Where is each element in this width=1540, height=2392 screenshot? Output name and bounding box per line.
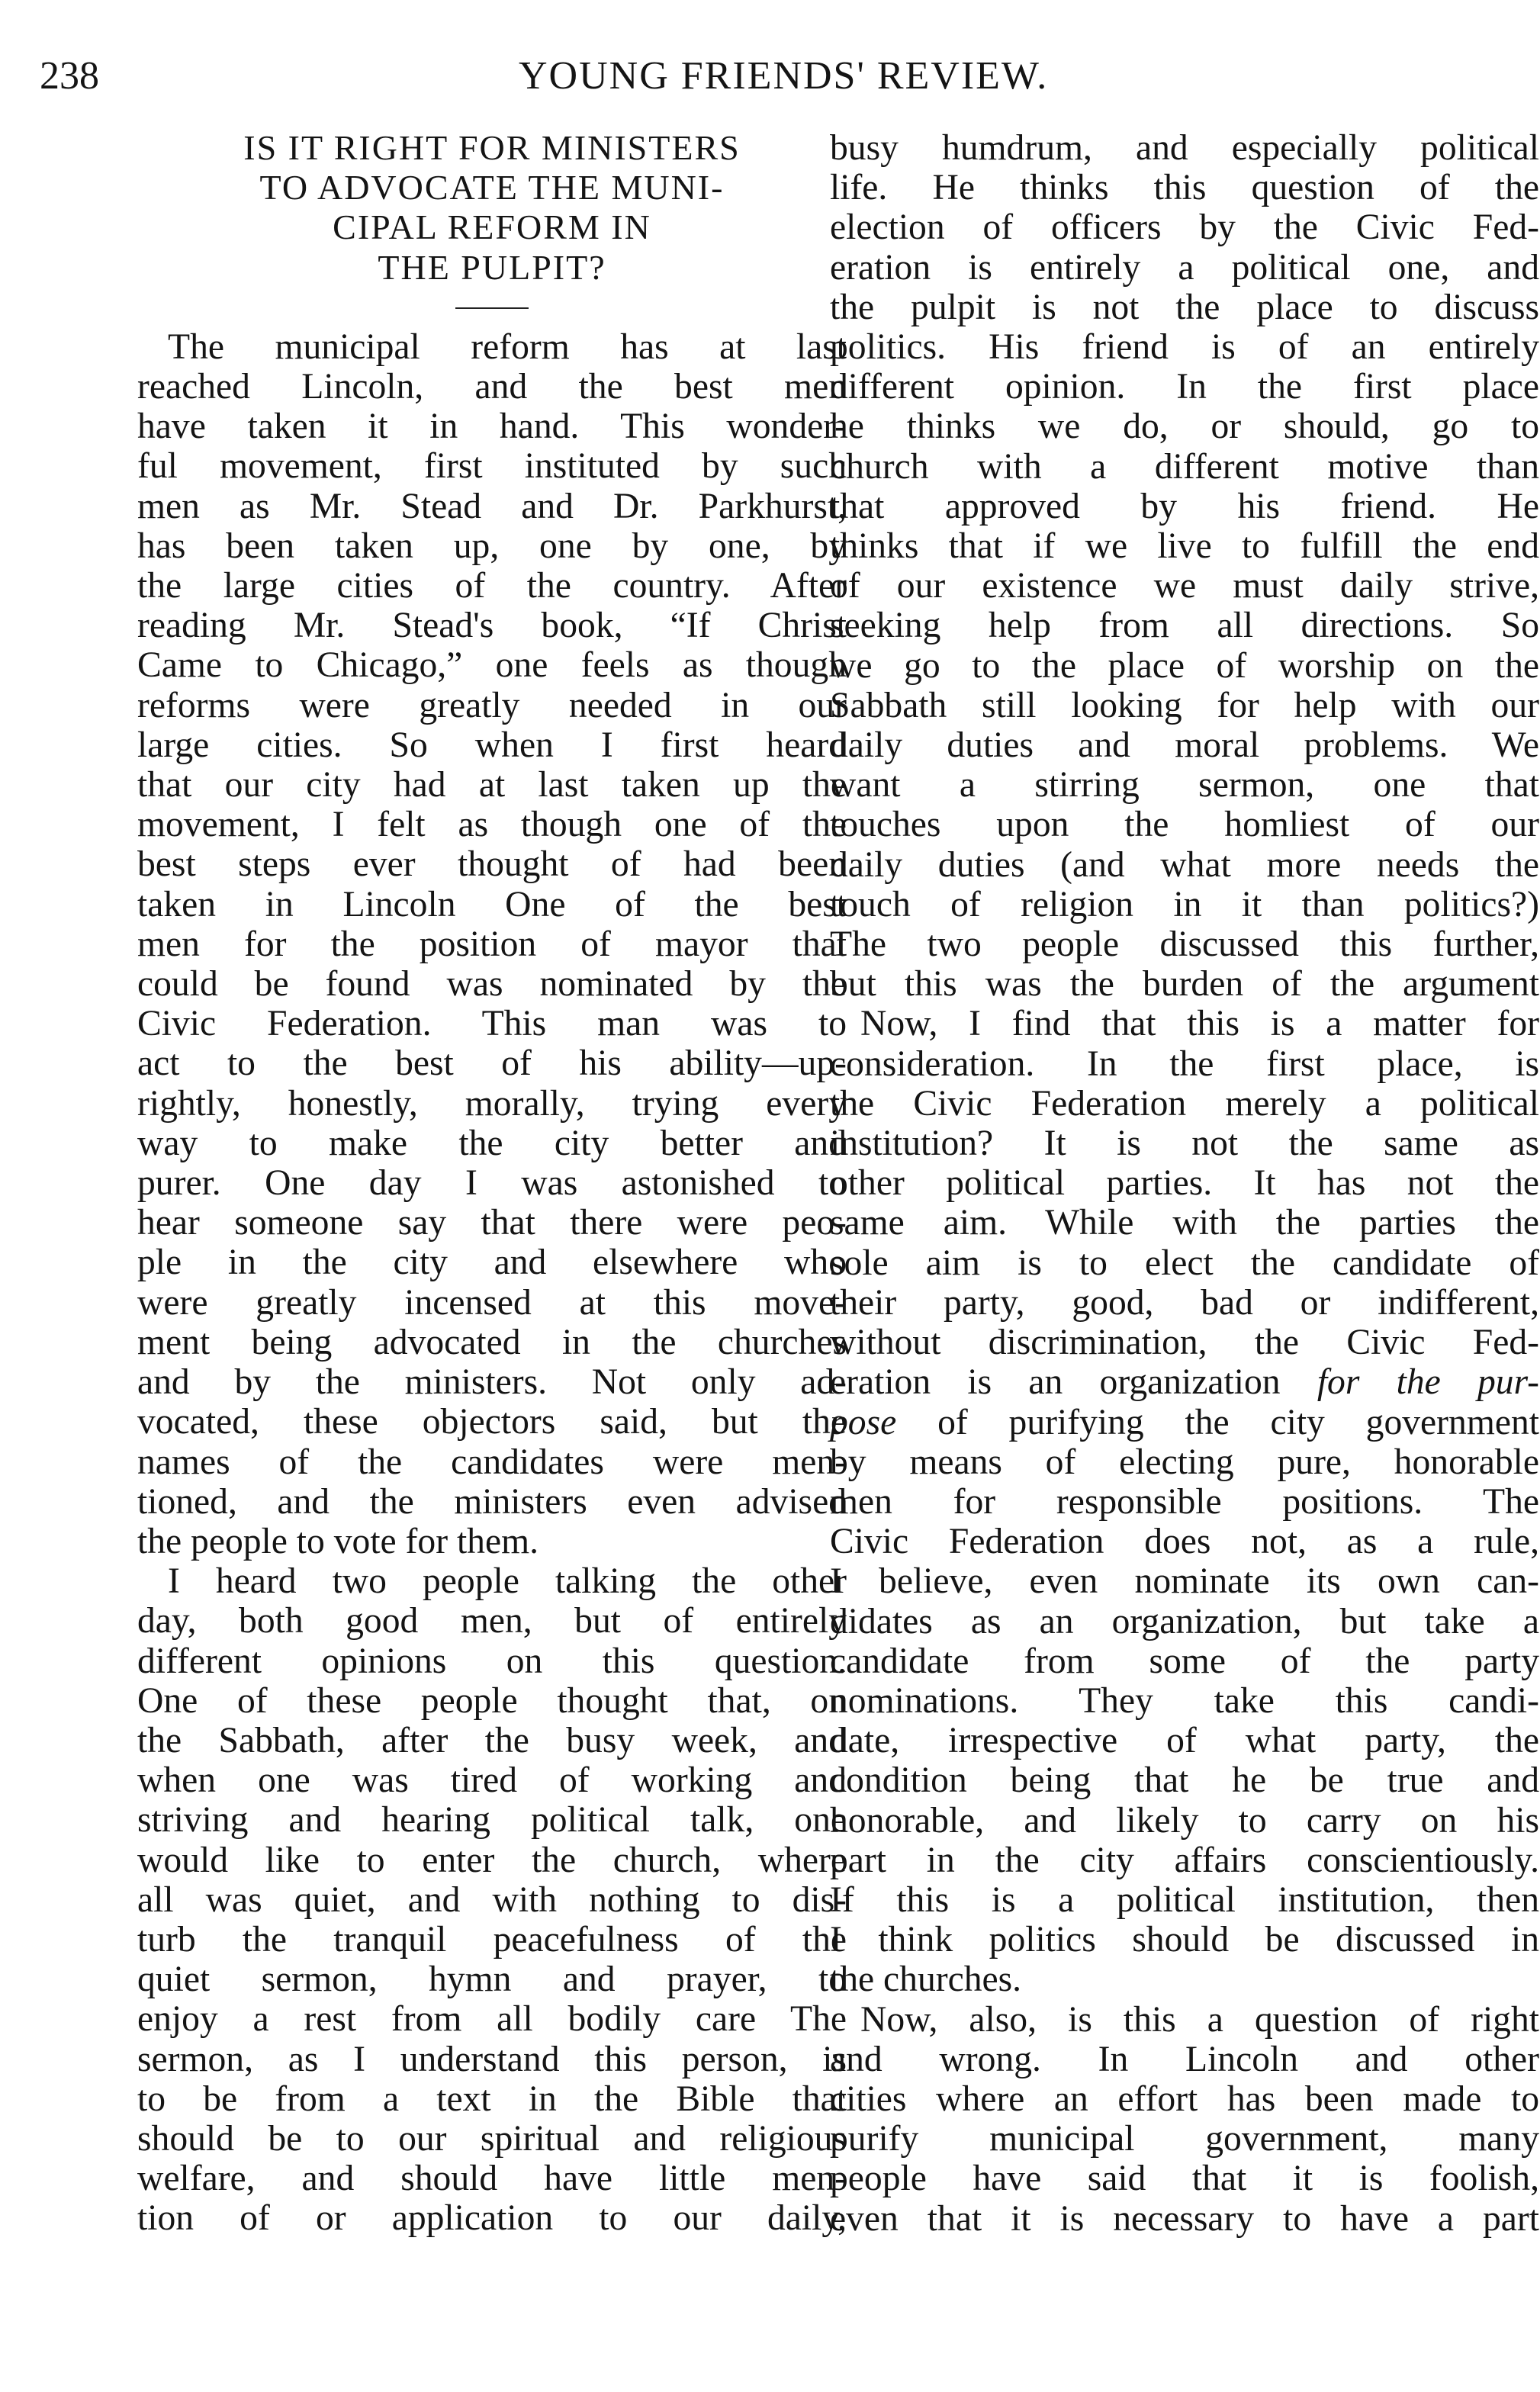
text-line: The municipal reform has at last [168, 326, 847, 367]
text-line: way to make the city better and [137, 1123, 847, 1163]
text-line: didates as an organization, but take a [830, 1601, 1539, 1641]
page-number: 238 [40, 54, 99, 98]
text-line: want a stirring sermon, one that [830, 765, 1539, 805]
text-line: and by the ministers. Not only ad- [137, 1362, 847, 1403]
text-line: the people to vote for them. [137, 1521, 539, 1561]
text-line: best steps ever thought of had been [137, 844, 847, 885]
text-line: Now, also, is this a question of right [860, 1999, 1539, 2040]
text-line: nominations. They take this candi- [830, 1680, 1539, 1721]
text-line: we go to the place of worship on the [830, 645, 1539, 686]
text-line: consideration. In the first place, is [830, 1043, 1539, 1084]
text-line: the Civic Federation merely a political [830, 1083, 1539, 1124]
text-line: reading Mr. Stead's book, “If Christ [137, 606, 847, 646]
text-line: names of the candidates were men- [137, 1442, 847, 1482]
text-line: I think politics should be discussed in [830, 1920, 1539, 1960]
text-line: enjoy a rest from all bodily care The [137, 1999, 847, 2040]
text-line: hear someone say that there were peo- [137, 1203, 847, 1243]
text-line: quiet sermon, hymn and prayer, to [137, 1960, 847, 2000]
text-line: part in the city affairs conscientiously. [830, 1840, 1539, 1880]
text-line: sermon, as I understand this person, is [137, 2039, 847, 2079]
running-title: YOUNG FRIENDS' REVIEW. [519, 54, 1049, 98]
paragraph-1 [137, 327, 847, 1561]
text-line: to be from a text in the Bible that [137, 2079, 847, 2119]
text-line: election of officers by the Civic Fed- [830, 207, 1539, 248]
text-line: when one was tired of working and [137, 1760, 847, 1801]
text-line: Came to Chicago,” one feels as though [137, 645, 847, 686]
text-line: tioned, and the ministers even advised [137, 1481, 847, 1522]
text-line: should be to our spiritual and religious [137, 2118, 847, 2159]
paragraph-4 [830, 2000, 1539, 2239]
text-line: of our existence we must daily strive, [830, 566, 1539, 606]
text-line: without discrimination, the Civic Fed- [830, 1323, 1539, 1363]
text-line: he thinks we do, or should, go to [830, 407, 1539, 447]
text-line: the Sabbath, after the busy week, and [137, 1720, 847, 1760]
text-line: taken in Lincoln One of the best [137, 884, 847, 924]
text-line: by means of electing pure, honorable [830, 1442, 1539, 1482]
text-line: rightly, honestly, morally, trying every [137, 1083, 847, 1124]
text-line: but this was the burden of the argument [830, 964, 1539, 1005]
text-line: ment being advocated in the churches [137, 1322, 847, 1362]
text-line: men as Mr. Stead and Dr. Parkhurst, [137, 486, 847, 526]
text-line: I believe, even nominate its own can- [830, 1561, 1539, 1602]
text-line: have taken it in hand. This wonder- [137, 407, 847, 447]
text-line: men for responsible positions. The [830, 1481, 1539, 1522]
text-line: If this is a political institution, then [830, 1879, 1539, 1920]
text-line: candidate from some of the party [830, 1641, 1539, 1681]
text-line: the pulpit is not the place to discuss [830, 287, 1539, 327]
text-line: people have said that it is foolish, [830, 2159, 1539, 2199]
text-line: eration is entirely a political one, and [830, 247, 1539, 288]
text-line: thinks that if we live to fulfill the end [830, 526, 1539, 567]
text-line: Now, I find that this is a matter for [860, 1004, 1539, 1044]
left-column [137, 128, 847, 2239]
text-line: striving and hearing political talk, one [137, 1800, 847, 1841]
text-line: movement, I felt as though one of the [137, 805, 847, 845]
text-line-with-italic [830, 1403, 1539, 1442]
text-line: date, irrespective of what party, the [830, 1721, 1539, 1761]
text-line: the churches. [830, 1960, 1022, 2000]
title-divider [455, 307, 529, 309]
text-line: their party, good, bad or indifferent, [830, 1282, 1539, 1323]
text-line: One of these people thought that, on [137, 1680, 847, 1721]
text-line: seeking help from all directions. So [830, 606, 1539, 646]
text-line: same aim. While with the parties the [830, 1203, 1539, 1243]
text-line: other political parties. It has not the [830, 1163, 1539, 1204]
text-line: different opinion. In the first place [830, 367, 1539, 407]
text-line: honorable, and likely to carry on his [830, 1800, 1539, 1841]
text-line: daily duties and moral problems. We [830, 725, 1539, 766]
text-line: reforms were greatly needed in our [137, 685, 847, 725]
paragraph-2 [137, 1561, 847, 2238]
text-line: Civic Federation. This man was to [137, 1004, 847, 1044]
text-line: different opinions on this question. [137, 1641, 847, 1681]
text-line: cities where an effort has been made to [830, 2079, 1539, 2119]
text-line: condition being that he be true and [830, 1760, 1539, 1801]
text-line: purify municipal government, many [830, 2119, 1539, 2159]
text-line: has been taken up, one by one, by [137, 526, 847, 566]
text-line: Civic Federation does not, as a rule, [830, 1522, 1539, 1562]
text-line: large cities. So when I first heard [137, 725, 847, 765]
text-line: institution? It is not the same as [830, 1124, 1539, 1164]
text-line: The two people discussed this further, [830, 924, 1539, 965]
text-line: purer. One day I was astonished to [137, 1163, 847, 1204]
text-line: and wrong. In Lincoln and other [830, 2039, 1539, 2079]
text-line: the large cities of the country. After [137, 566, 847, 606]
italic-phrase: pose [830, 1402, 897, 1442]
text-line: reached Lincoln, and the best men [137, 367, 847, 407]
text-line-with-italic [830, 1362, 1539, 1402]
paragraph-3 [830, 1004, 1539, 1999]
text-line: life. He thinks this question of the [830, 168, 1539, 208]
text-line: that approved by his friend. He [830, 486, 1539, 526]
text-line: were greatly incensed at this move- [137, 1282, 847, 1323]
article-title [137, 128, 847, 288]
text-line: touch of religion in it than politics?) [830, 884, 1539, 924]
text-fragment: eration is an organization [830, 1362, 1317, 1403]
text-line: ful movement, first instituted by such [137, 446, 847, 487]
text-line: Sabbath still looking for help with our [830, 685, 1539, 725]
title-line: CIPAL REFORM IN [333, 207, 651, 247]
paragraph-2-continued [830, 128, 1539, 1004]
text-line: act to the best of his ability—up- [137, 1043, 847, 1084]
text-line: church with a different motive than [830, 446, 1539, 487]
title-line: THE PULPIT? [378, 247, 606, 287]
text-line: I heard two people talking the other [168, 1561, 847, 1602]
title-line: IS IT RIGHT FOR MINISTERS [243, 128, 741, 167]
text-line: all was quiet, and with nothing to dis- [137, 1879, 847, 1920]
right-column [830, 128, 1539, 2239]
text-line: busy humdrum, and especially political [830, 128, 1539, 168]
text-line: sole aim is to elect the candidate of [830, 1243, 1539, 1283]
text-line: men for the position of mayor that [137, 924, 847, 964]
text-line: turb the tranquil peacefulness of the [137, 1919, 847, 1960]
text-line: daily duties (and what more needs the [830, 844, 1539, 885]
italic-phrase: for the pur- [1317, 1362, 1539, 1403]
text-line: could be found was nominated by the [137, 964, 847, 1005]
text-line: vocated, these objectors said, but the [137, 1402, 847, 1442]
text-fragment: of purifying the city government [896, 1402, 1539, 1442]
text-line: even that it is necessary to have a part [830, 2198, 1539, 2239]
text-line: ple in the city and elsewhere who [137, 1243, 847, 1283]
title-line: TO ADVOCATE THE MUNI- [259, 168, 725, 207]
text-line: tion of or application to our daily, [137, 2198, 847, 2239]
text-line: that our city had at last taken up the [137, 765, 847, 805]
text-line: would like to enter the church, where [137, 1840, 847, 1880]
text-line: touches upon the homliest of our [830, 805, 1539, 845]
text-line: welfare, and should have little men- [137, 2159, 847, 2199]
text-line: day, both good men, but of entirely [137, 1601, 847, 1641]
text-line: politics. His friend is of an entirely [830, 327, 1539, 368]
